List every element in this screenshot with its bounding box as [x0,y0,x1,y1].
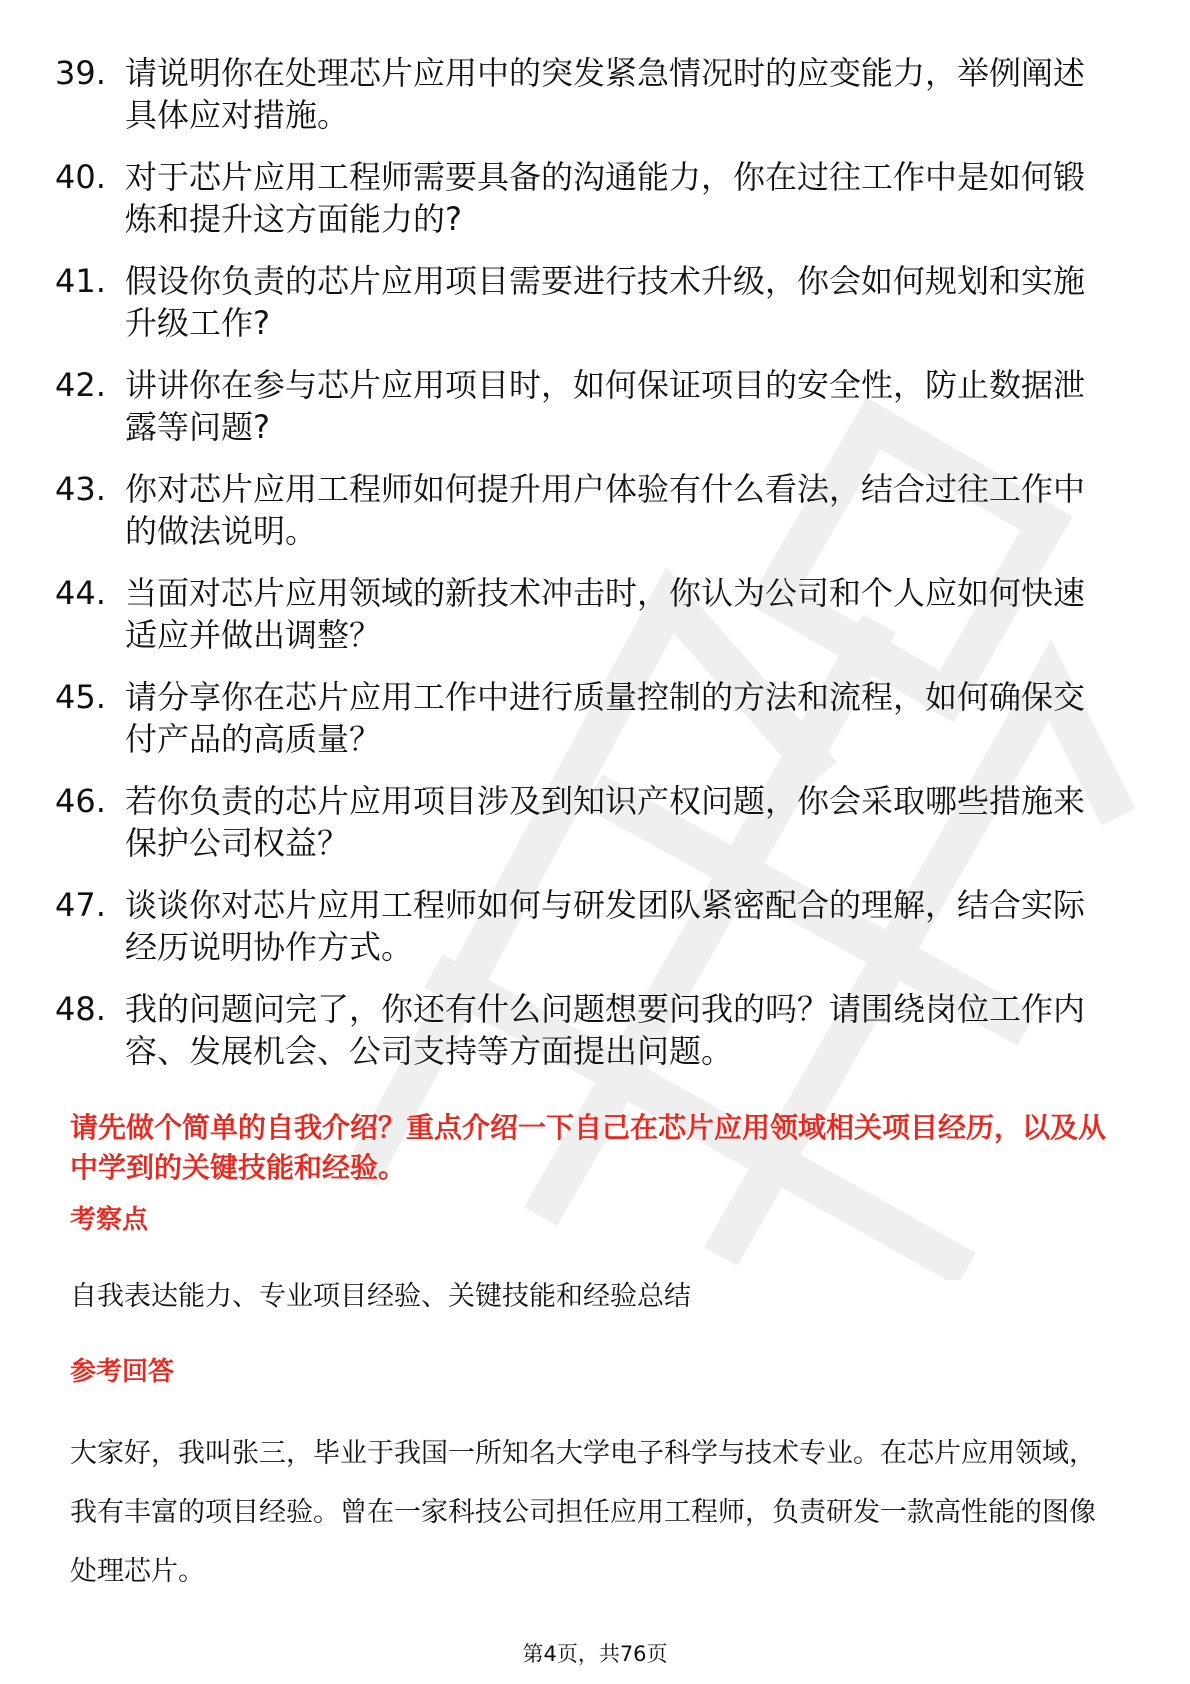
question-text: 讲讲你在参与芯片应用项目时，如何保证项目的安全性，防止数据泄露等问题? [125,366,1086,446]
points-text: 自我表达能力、专业项目经验、关键技能和经验总结 [70,1281,691,1312]
question-text: 谈谈你对芯片应用工程师如何与研发团队紧密配合的理解，结合实际经历说明协作方式。 [125,886,1086,966]
question-number: 41. [55,262,106,300]
featured-question: 请先做个简单的自我介绍？重点介绍一下自己在芯片应用领域相关项目经历，以及从中学到的关键技能和经验。 [70,1111,1107,1184]
question-text: 若你负责的芯片应用项目涉及到知识产权问题，你会采取哪些措施来保护公司权益？ [125,782,1086,862]
question-number: 47. [55,886,106,924]
list-item [55,676,1115,760]
question-number: 48. [55,990,106,1028]
points-heading: 考察点 [70,1205,149,1235]
question-list [55,52,1115,1092]
question-text: 当面对芯片应用领域的新技术冲击时，你认为公司和个人应如何快速适应并做出调整？ [125,574,1086,654]
page-footer: 第4页，共76页 [522,1642,668,1666]
list-item [55,52,1115,136]
question-text: 请说明你在处理芯片应用中的突发紧急情况时的应变能力，举例阐述具体应对措施。 [125,54,1086,134]
question-number: 45. [55,678,106,716]
question-text: 请分享你在芯片应用工作中进行质量控制的方法和流程，如何确保交付产品的高质量？ [125,678,1086,758]
list-item [55,988,1115,1072]
question-number: 39. [55,54,106,92]
list-item [55,364,1115,448]
question-text: 我的问题问完了，你还有什么问题想要问我的吗？请围绕岗位工作内容、发展机会、公司支持等方面提出问题。 [125,990,1086,1070]
list-item [55,884,1115,968]
question-number: 46. [55,782,106,820]
list-item [55,780,1115,864]
question-number: 43. [55,470,106,508]
question-number: 40. [55,158,106,196]
answer-text: 大家好，我叫张三，毕业于我国一所知名大学电子科学与技术专业。在芯片应用领域，我有丰富的项目经验。曾在一家科技公司担任应用工程师，负责研发一款高性能的图像处理芯片。 [70,1438,1096,1587]
question-text: 对于芯片应用工程师需要具备的沟通能力，你在过往工作中是如何锻炼和提升这方面能力的? [125,158,1086,238]
list-item [55,468,1115,552]
question-text: 假设你负责的芯片应用项目需要进行技术升级，你会如何规划和实施升级工作? [125,262,1086,342]
answer-heading: 参考回答 [70,1357,175,1387]
question-text: 你对芯片应用工程师如何提升用户体验有什么看法，结合过往工作中的做法说明。 [125,470,1086,550]
list-item [55,572,1115,656]
list-item [55,156,1115,240]
list-item [55,260,1115,344]
question-number: 42. [55,366,106,404]
question-number: 44. [55,574,106,612]
